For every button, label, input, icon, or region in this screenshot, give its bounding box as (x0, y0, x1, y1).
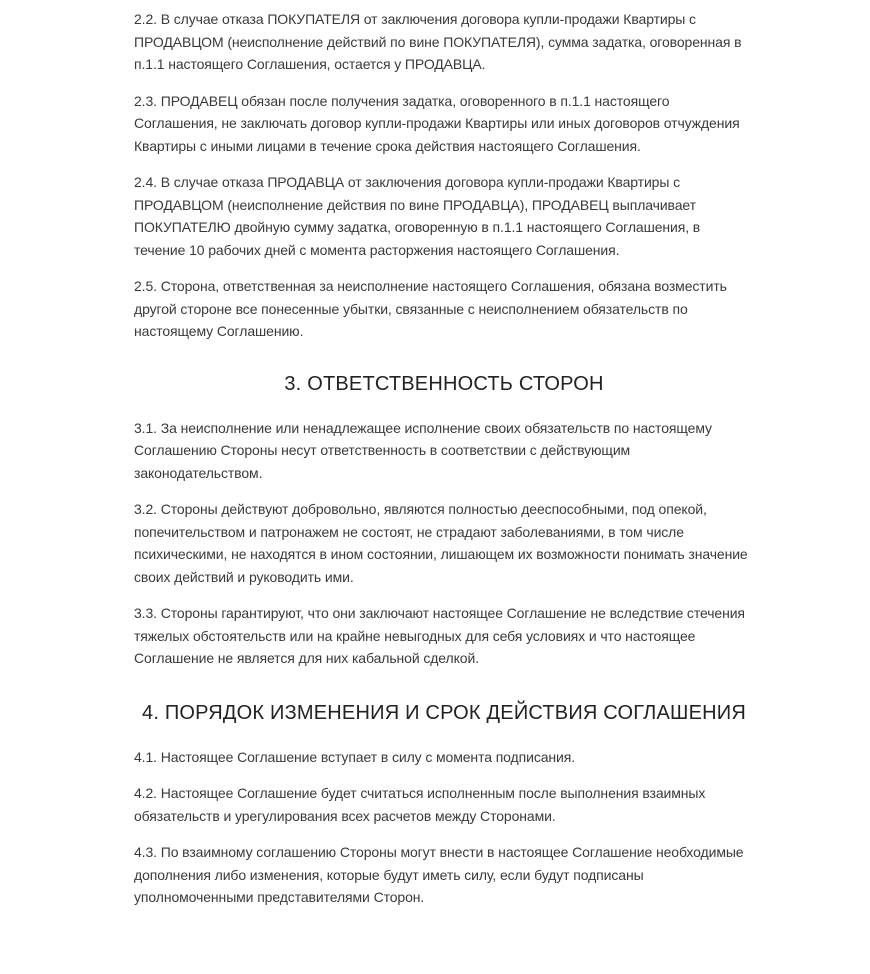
clause-2-4: 2.4. В случае отказа ПРОДАВЦА от заключения договора купли-продажи Квартиры с ПРОДАВЦОМ (неисполнение действия по вине ПРОДАВЦА), ПРОДАВЕЦ выплачивает ПОКУПАТЕЛЮ двойную сумму задатка, оговоренную в п.1.1 настоящего Соглашения, в течение 10 рабочих дней с момента расторжения настоящего Соглашения. (134, 174, 701, 258)
clause-4-2: 4.2. Настоящее Соглашение будет считаться исполненным после выполнения взаимных обязательств и урегулирования всех расчетов между Сторонами. (134, 785, 706, 824)
clause-3-3: 3.3. Стороны гарантируют, что они заключают настоящее Соглашение не вследствие стечения тяжелых обстоятельств или на крайне невыгодных для себя условиях и что настоящее Соглашение не является для них кабальной сделкой. (134, 605, 745, 666)
clause-4-1: 4.1. Настоящее Соглашение вступает в силу с момента подписания. (134, 748, 576, 765)
section-4-amendment-term (134, 700, 754, 909)
clause-2-5: 2.5. Сторона, ответственная за неисполнение настоящего Соглашения, обязана возместить другой стороне все понесенные убытки, связанные с неисполнением обязательств по настоящему Соглашению. (134, 278, 727, 339)
clause-3-2: 3.2. Стороны действуют добровольно, являются полностью дееспособными, под опекой, попечительством и патронажем не состоят, не страдают заболеваниями, в том числе психическими, не находятся в ином состоянии, лишающем их возможности понимать значение своих действий и руководить ими. (134, 501, 748, 585)
clause-2-2: 2.2. В случае отказа ПОКУПАТЕЛЯ от заключения договора купли-продажи Квартиры с ПРОДАВЦОМ (неисполнение действий по вине ПОКУПАТЕЛЯ), сумма задатка, оговоренная в п.1.1 настоящего Соглашения, остается у ПРОДАВЦА. (134, 11, 742, 72)
clause-2-3: 2.3. ПРОДАВЕЦ обязан после получения задатка, оговоренного в п.1.1 настоящего Соглашения, не заключать договор купли-продажи Квартиры или иных договоров отчуждения Квартиры с иными лицами в течение срока действия настоящего Соглашения. (134, 92, 740, 154)
section-3-heading: 3. ОТВЕТСТВЕННОСТЬ СТОРОН (284, 372, 604, 395)
clause-4-3: 4.3. По взаимному соглашению Стороны могут внести в настоящее Соглашение необходимые дополнения либо изменения, которые будут иметь силу, если будут подписаны уполномоченными представителями Сторон. (134, 844, 744, 905)
clause-3-1: 3.1. За неисполнение или ненадлежащее исполнение своих обязательств по настоящему Соглашению Стороны несут ответственность в соответствии с действующим законодательством. (134, 419, 712, 481)
section-2-continuation (134, 8, 754, 343)
section-3-liability (134, 371, 754, 670)
section-4-heading: 4. ПОРЯДОК ИЗМЕНЕНИЯ И СРОК ДЕЙСТВИЯ СОГЛАШЕНИЯ (142, 701, 746, 724)
agreement-document (134, 8, 754, 923)
